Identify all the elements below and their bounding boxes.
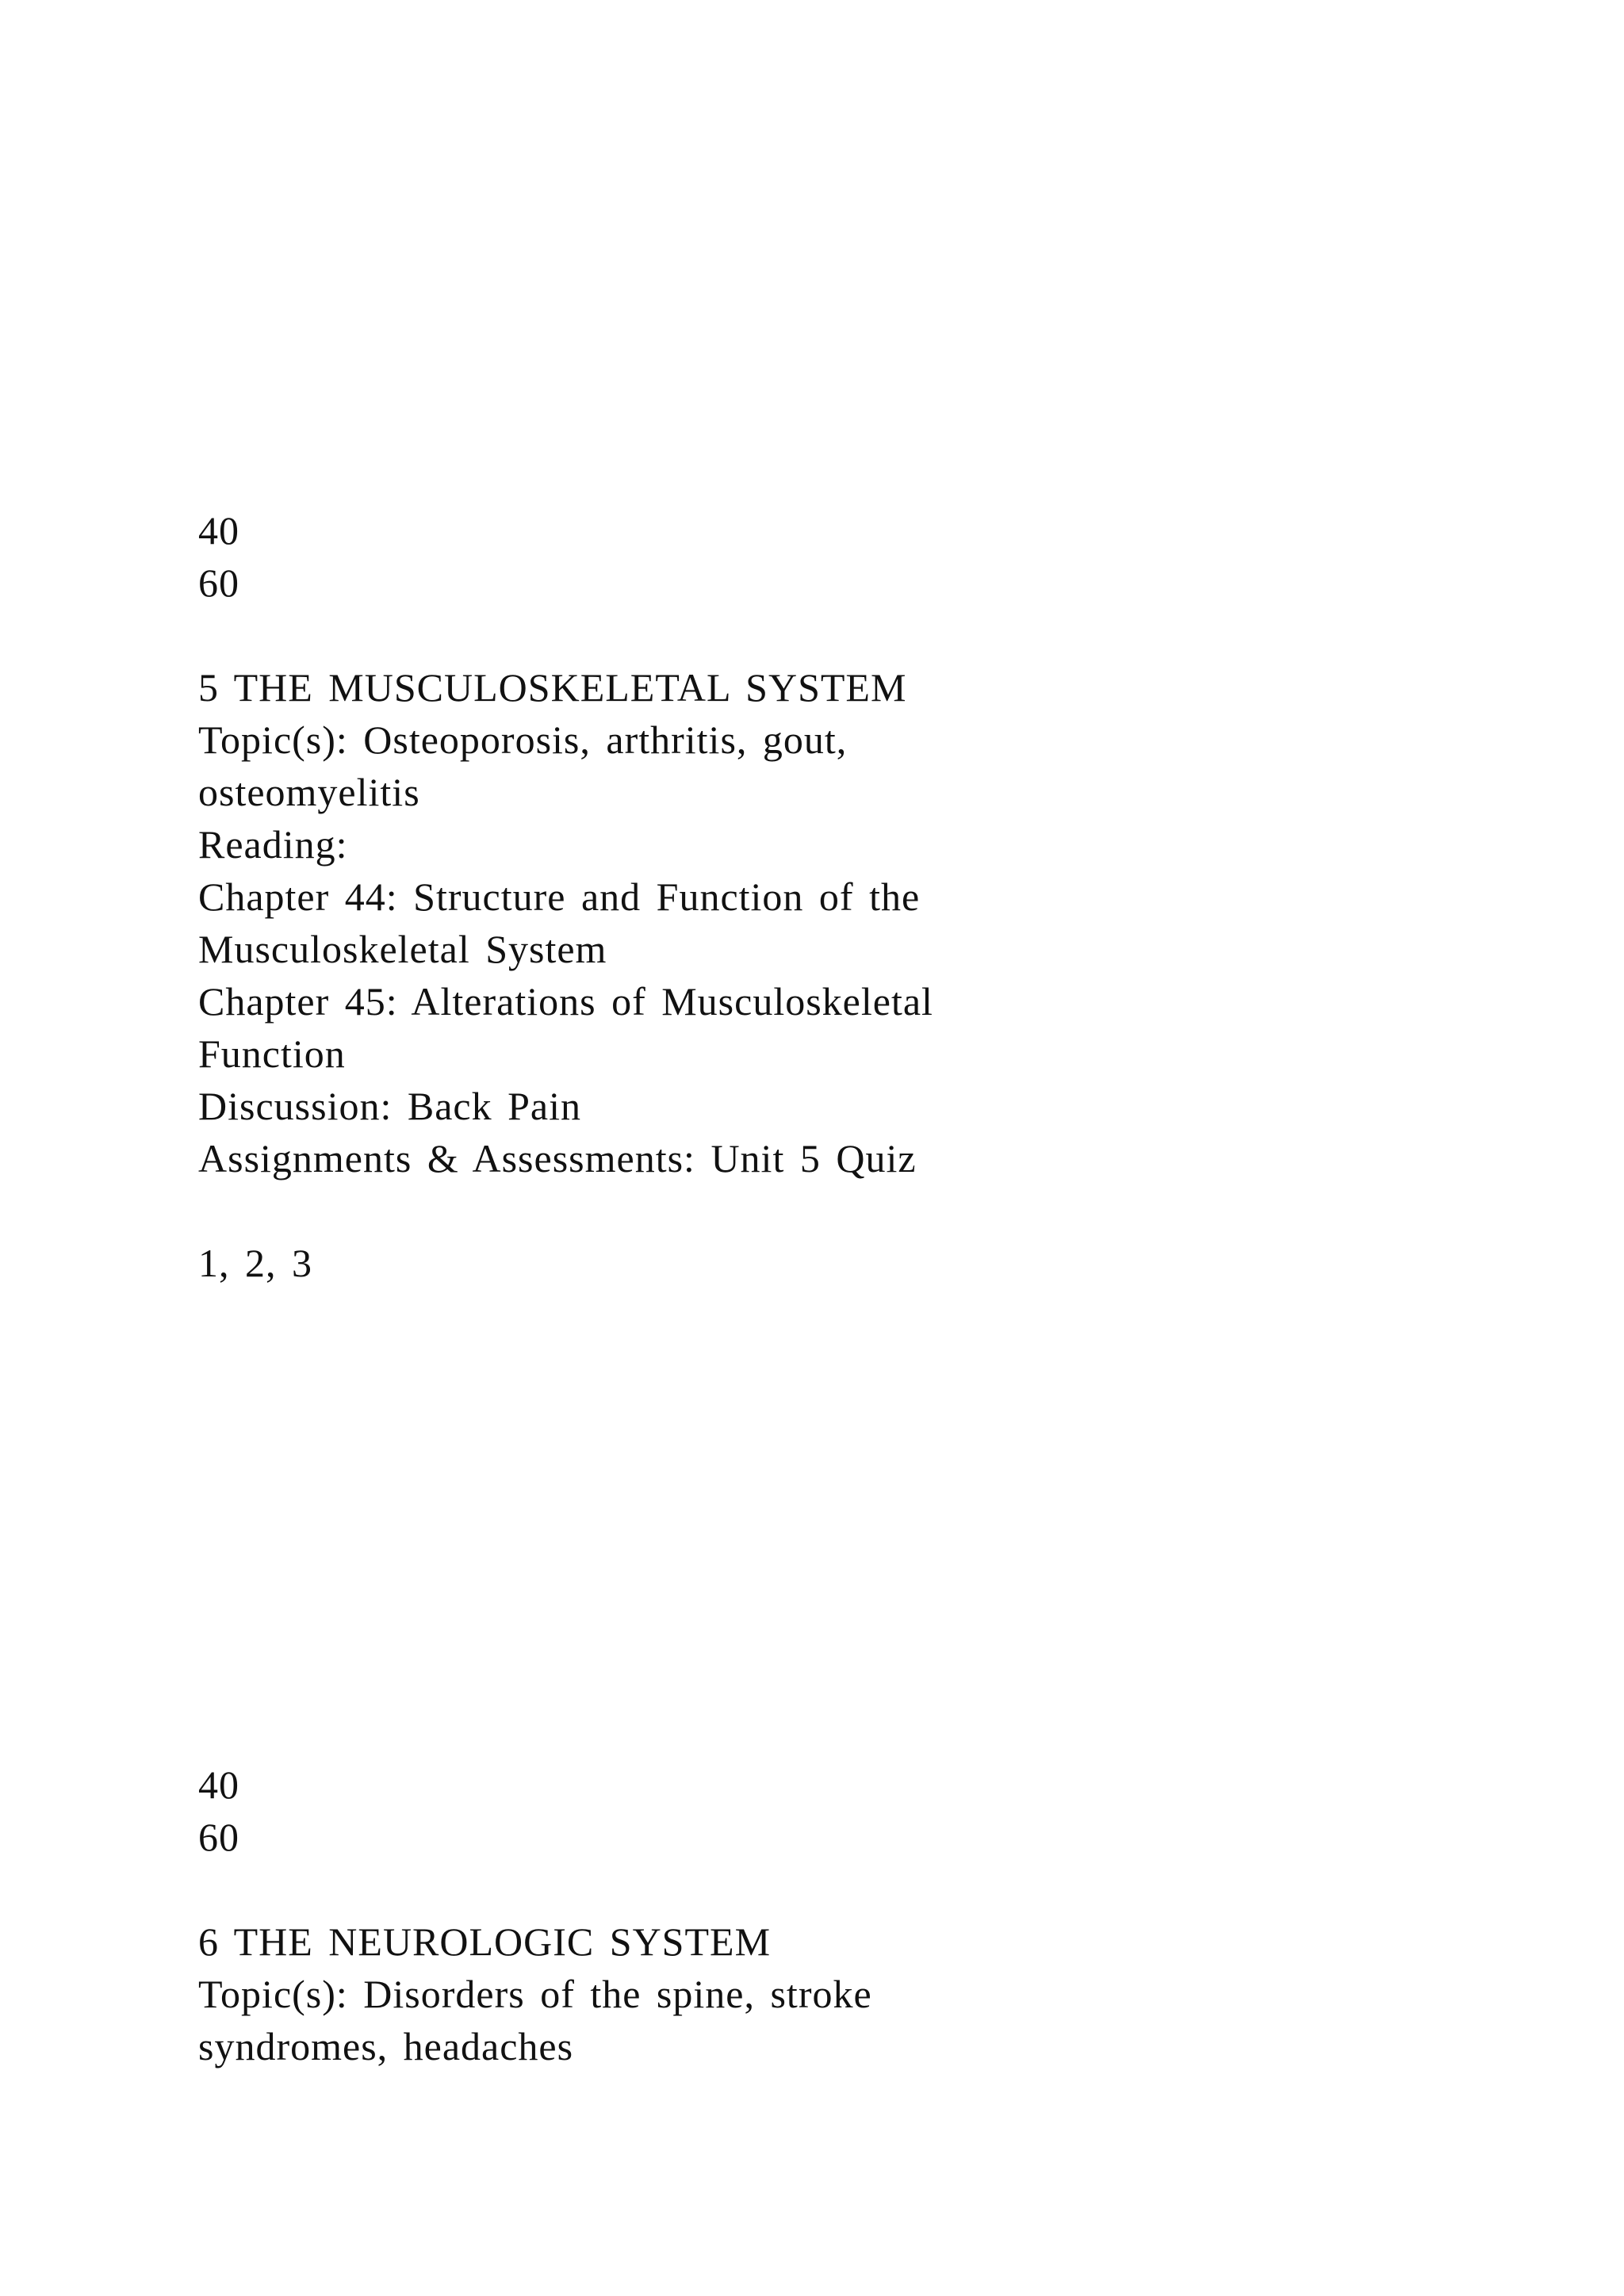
outcomes-text: 1, 2, 3 bbox=[198, 1241, 312, 1285]
points-value: 40 bbox=[198, 508, 239, 553]
assignments-text: Assignments & Assessments: Unit 5 Quiz bbox=[198, 1136, 917, 1181]
unit-title: 6 THE NEUROLOGIC SYSTEM bbox=[198, 1919, 772, 1964]
topics-text: syndromes, headaches bbox=[198, 2024, 574, 2068]
topics-text: Topic(s): Osteoporosis, arthritis, gout, bbox=[198, 718, 848, 762]
topics-text: Topic(s): Disorders of the spine, stroke bbox=[198, 1972, 872, 2016]
points-value: 40 bbox=[198, 1762, 239, 1807]
points-value: 60 bbox=[198, 561, 239, 605]
reading-label: Reading: bbox=[198, 822, 348, 867]
discussion-text: Discussion: Back Pain bbox=[198, 1084, 581, 1128]
reading-chapter: Chapter 44: Structure and Function of the bbox=[198, 874, 921, 919]
points-value: 60 bbox=[198, 1815, 239, 1859]
spacer bbox=[198, 1184, 1467, 1237]
unit-6-section bbox=[198, 1758, 1467, 2072]
unit-title: 5 THE MUSCULOSKELETAL SYSTEM bbox=[198, 665, 907, 710]
spacer bbox=[198, 609, 1467, 661]
unit-5-section bbox=[198, 504, 1467, 1289]
reading-chapter: Function bbox=[198, 1031, 346, 1076]
spacer bbox=[198, 1863, 1467, 1915]
reading-chapter: Chapter 45: Alterations of Musculoskeletal bbox=[198, 979, 933, 1024]
topics-text: osteomyelitis bbox=[198, 770, 420, 814]
reading-chapter: Musculoskeletal System bbox=[198, 927, 607, 971]
